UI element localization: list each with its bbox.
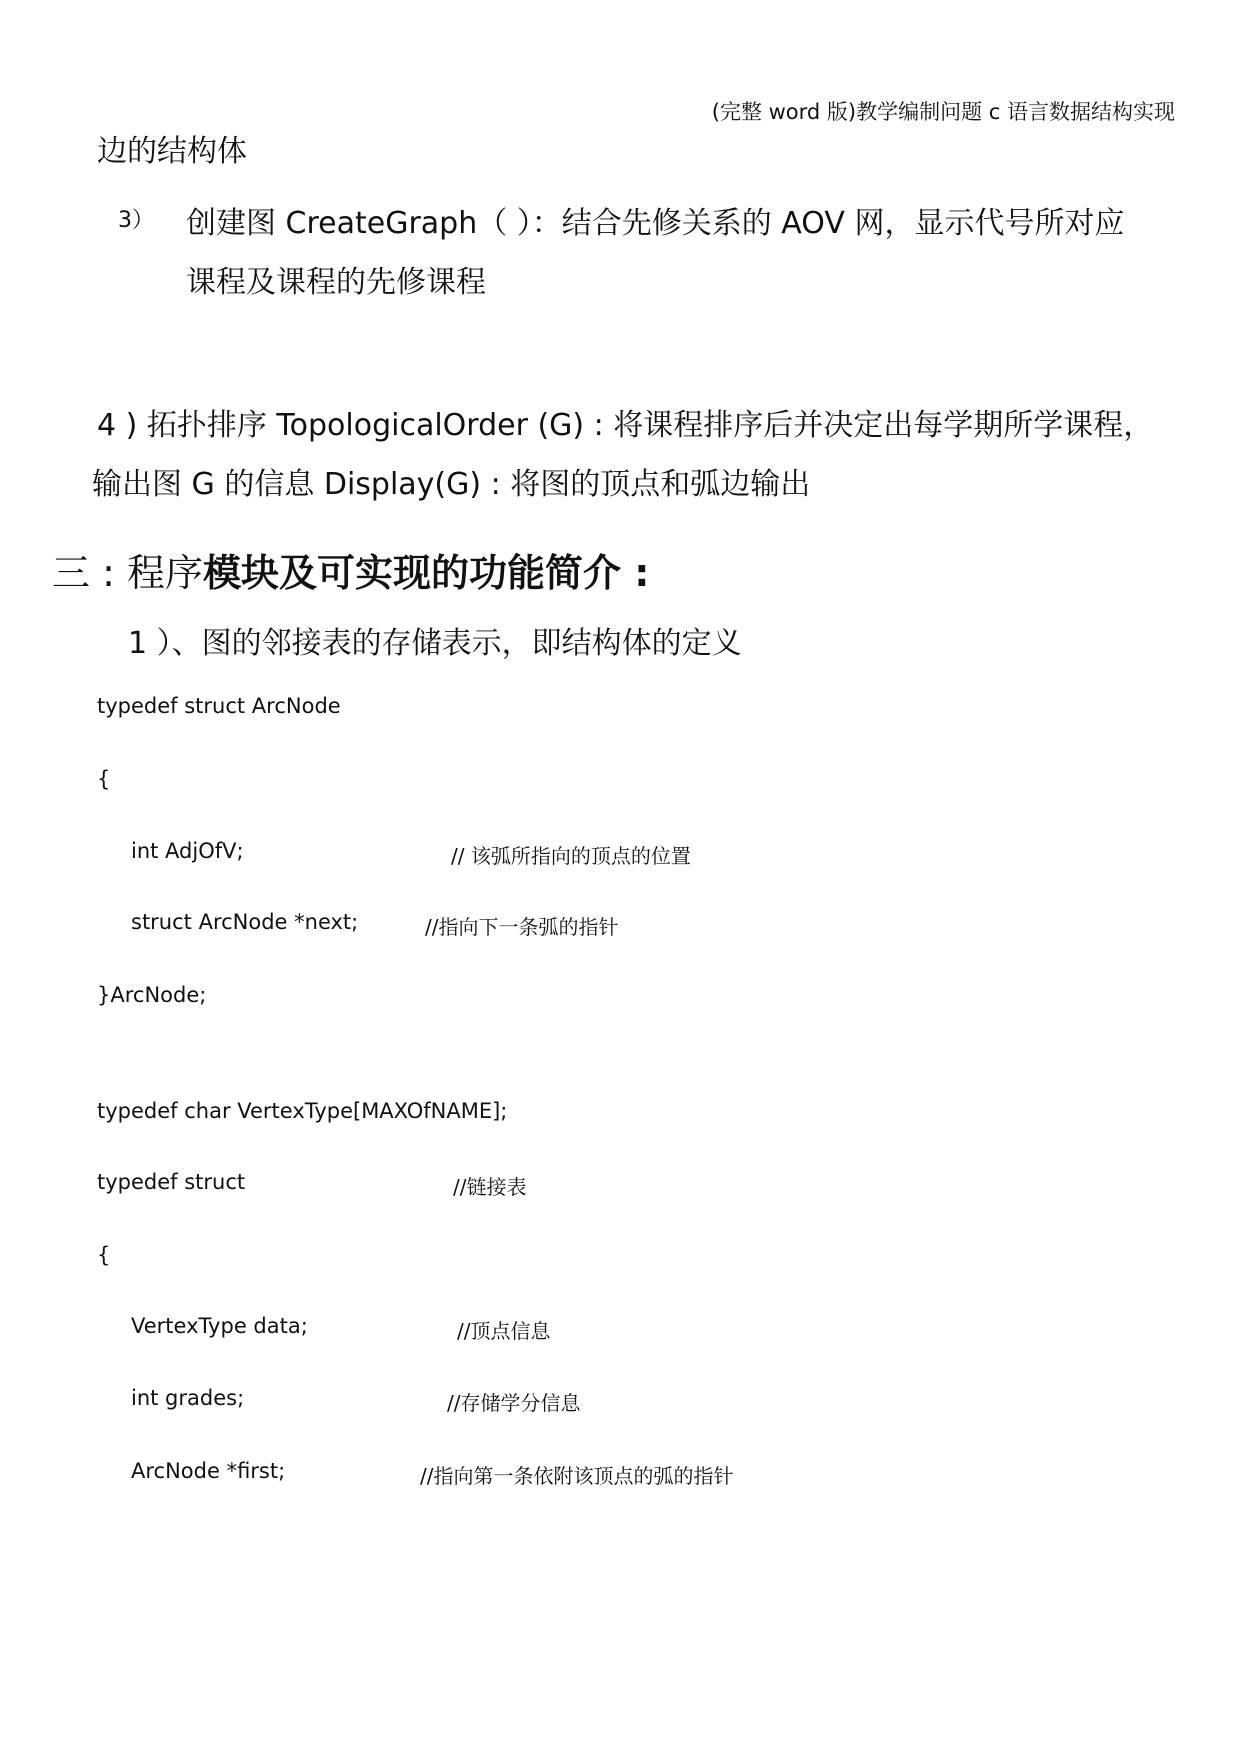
item-4-line-1: 4 ) 拓扑排序 TopologicalOrder (G) : 将课程排序后并决定出每学期所学课程，: [97, 408, 1154, 443]
item-3-line-1: 创建图 CreateGraph（ ）：结合先修关系的 AOV 网，显示代号所对应: [186, 206, 1125, 241]
code-line: int grades;: [131, 1386, 245, 1410]
code-line: VertexType data;: [131, 1314, 308, 1338]
item-4-line-2: 输出图 G 的信息 Display(G) : 将图的顶点和弧边输出: [92, 467, 811, 502]
code-comment: //指向第一条依附该顶点的弧的指针: [420, 1464, 734, 1488]
code-line: typedef struct ArcNode: [97, 694, 341, 718]
section-3-heading: [52, 542, 649, 597]
section-3-bold: 模块及可实现的功能简介 :: [202, 551, 650, 595]
code-line: int AdjOfV;: [131, 839, 244, 863]
code-line: {: [97, 767, 111, 791]
item-3-number: 3）: [118, 208, 154, 233]
code-line: }ArcNode;: [97, 983, 207, 1007]
code-comment: //链接表: [453, 1175, 527, 1199]
subsection-1-title: 1 ）、图的邻接表的存储表示，即结构体的定义: [128, 626, 742, 661]
code-line: struct ArcNode *next;: [131, 910, 359, 934]
edge-struct-text: 边的结构体: [97, 134, 247, 169]
code-line: typedef char VertexType[MAXOfNAME];: [97, 1099, 508, 1123]
item-3-line-2: 课程及课程的先修课程: [186, 265, 486, 300]
code-comment: //指向下一条弧的指针: [425, 915, 619, 939]
code-line: ArcNode *first;: [131, 1459, 286, 1483]
code-comment: //存储学分信息: [447, 1391, 581, 1415]
code-comment: //顶点信息: [457, 1319, 551, 1343]
section-3-prefix: 三 : 程序: [52, 551, 203, 595]
code-comment: // 该弧所指向的顶点的位置: [451, 844, 691, 868]
code-line: {: [97, 1243, 111, 1267]
page-header: (完整 word 版)教学编制问题 c 语言数据结构实现: [711, 100, 1175, 124]
code-line: typedef struct: [97, 1170, 246, 1194]
